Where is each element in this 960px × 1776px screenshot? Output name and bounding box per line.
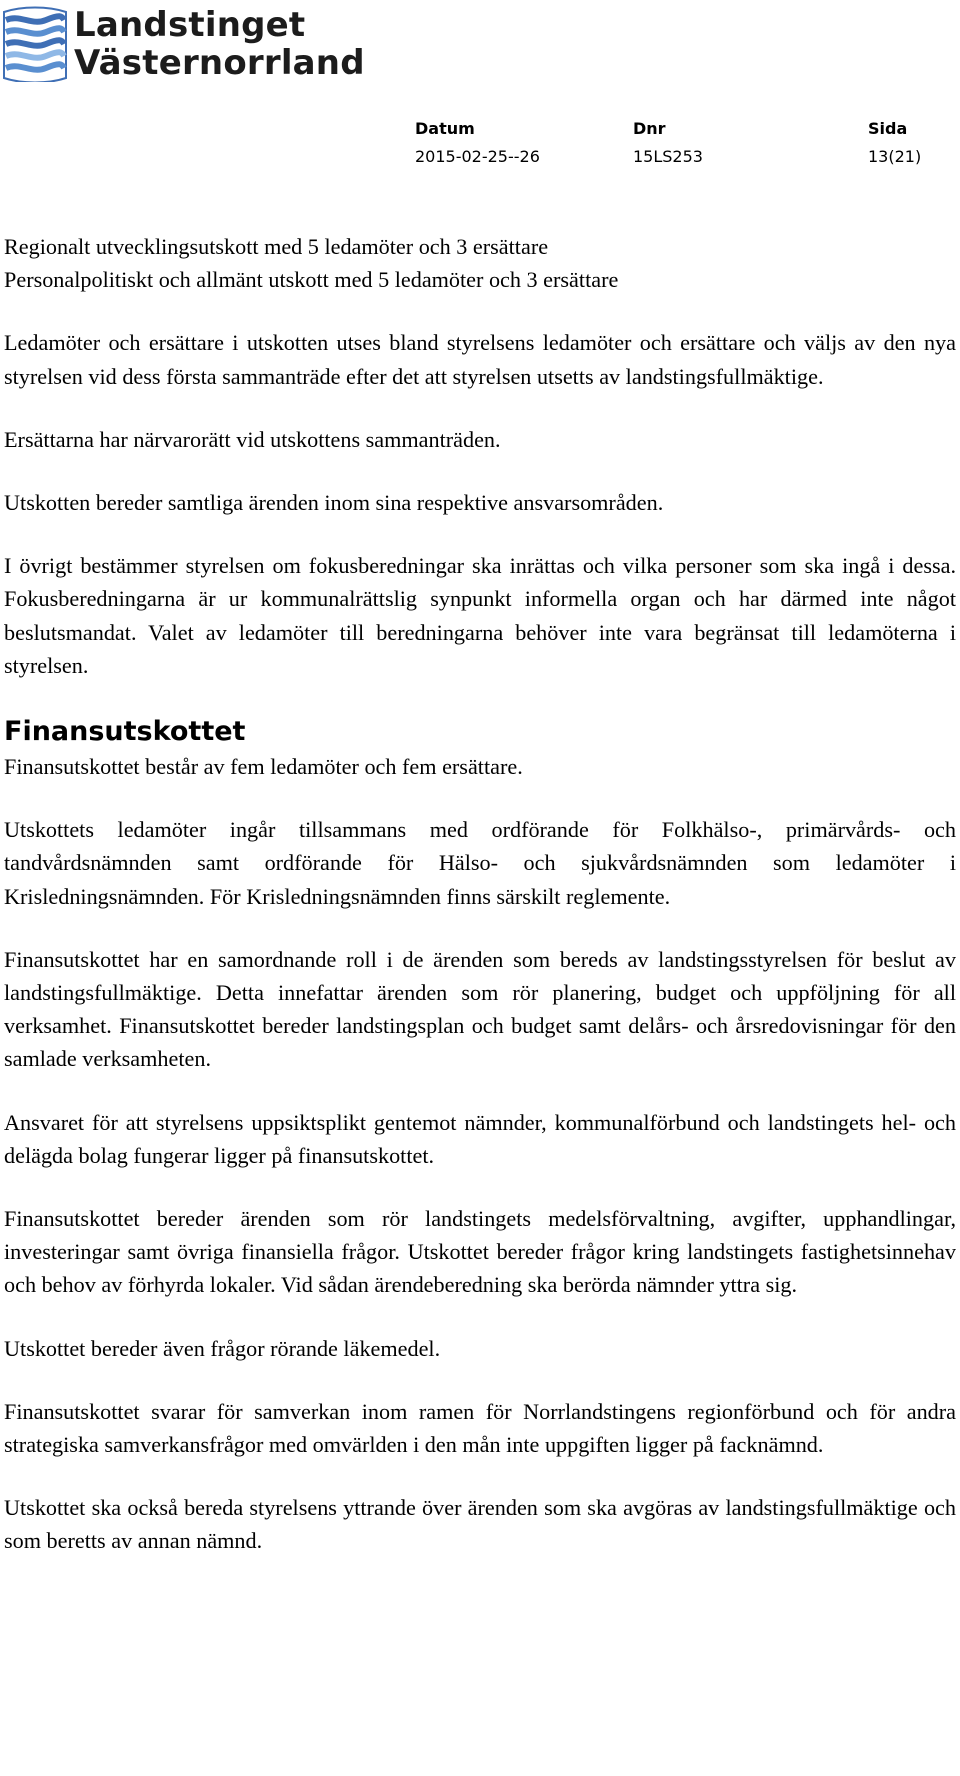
paragraph: Utskottets ledamöter ingår tillsammans med ordförande för Folkhälso-, primärvårds- och tandvårdsnämnden samt ordförande för Hälso- och sjukvårdsnämnden som ledamöter i Krisledningsnämnden. För Krisledningsnämnden finns särskilt reglemente. xyxy=(4,817,956,909)
paragraph: Utskottet ska också bereda styrelsens yttrande över ärenden som ska avgöras av landstingsfullmäktige och som beretts av annan nämnd. xyxy=(4,1495,956,1554)
date-label: Datum xyxy=(415,119,475,138)
page-label: Sida xyxy=(868,119,908,138)
committee-line: Regionalt utvecklingsutskott med 5 ledamöter och 3 ersättare xyxy=(4,234,549,259)
paragraph: Finansutskottet bereder ärenden som rör landstingets medelsförvaltning, avgifter, upphandlingar, investeringar samt övriga finansiella frågor. Utskottet bereder frågor kring landstingets fastighetsinnehav och behov av förhyrda lokaler. Vid sådan ärendeberedning ska berörda nämnder yttra sig. xyxy=(4,1206,956,1298)
paragraph: Ledamöter och ersättare i utskotten utses bland styrelsens ledamöter och ersättare och väljs av den nya styrelsen vid dess första sammanträde efter det att styrelsen utsetts av landstingsfullmäktige. xyxy=(4,330,956,389)
dnr-value: 15LS253 xyxy=(633,147,703,166)
section-heading: Finansutskottet xyxy=(4,716,246,748)
document-body xyxy=(4,230,956,1558)
logo-line-2: Västernorrland xyxy=(74,43,365,83)
logo-line-1: Landstinget xyxy=(74,5,306,45)
paragraph: Finansutskottet har en samordnande roll i de ärenden som bereds av landstingsstyrelsen för beslut av landstingsfullmäktige. Detta innefattar ärenden som rör planering, budget och uppföljning för all verksamhet. Finansutskottet bereder landstingsplan och budget samt delårs- och årsredovisningar för den samlade verksamheten. xyxy=(4,946,956,1072)
paragraph: I övrigt bestämmer styrelsen om fokusberedningar ska inrättas och vilka personer som ska ingå i dessa. Fokusberedningarna är ur kommunalrättslig synpunkt informella organ och har därmed inte något beslutsmandat. Valet av ledamöter till beredningarna behöver inte vara begränsat till ledamöterna i styrelsen. xyxy=(4,553,956,678)
page-value: 13(21) xyxy=(868,147,922,166)
date-value: 2015-02-25--26 xyxy=(415,147,540,166)
committee-line: Personalpolitiskt och allmänt utskott med 5 ledamöter och 3 ersättare xyxy=(4,267,619,293)
paragraph: Ersättarna har närvarorätt vid utskottens sammanträden. xyxy=(4,426,501,452)
meta-page xyxy=(868,115,921,171)
dnr-label: Dnr xyxy=(633,119,666,138)
paragraph: Ansvaret för att styrelsens uppsiktsplikt gentemot nämnder, kommunalförbund och landstingets hel- och delägda bolag fungerar ligger på finansutskottet. xyxy=(4,1109,956,1168)
paragraph: Utskottet bereder även frågor rörande läkemedel. xyxy=(4,1335,441,1361)
logo-wordmark xyxy=(74,6,365,82)
paragraph: Utskotten bereder samtliga ärenden inom sina respektive ansvarsområden. xyxy=(4,490,664,516)
logo-wave-icon xyxy=(2,6,68,82)
paragraph: Finansutskottet svarar för samverkan inom ramen för Norrlandstingens regionförbund och för andra strategiska samverkansfrågor med omvärlden i den mån inte uppgiften ligger på facknämnd. xyxy=(4,1398,956,1458)
section-intro: Finansutskottet består av fem ledamöter och fem ersättare. xyxy=(4,754,523,780)
meta-dnr xyxy=(633,115,703,171)
meta-date xyxy=(415,115,540,171)
